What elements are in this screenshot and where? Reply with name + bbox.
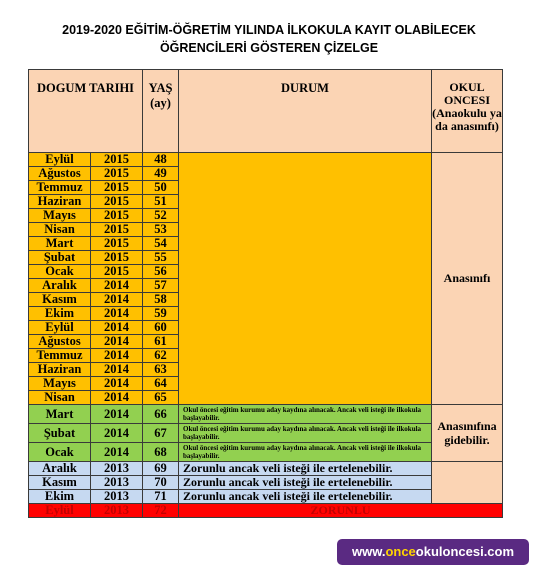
year-cell: 2014: [91, 321, 143, 335]
age-cell: 51: [143, 195, 179, 209]
month-cell: Ağustos: [29, 167, 91, 181]
durum-cell: Okul öncesi eğitim kurumu aday kaydına alınacak. Ancak veli isteği ile ilkokula başlayabilir.: [179, 443, 432, 462]
age-cell: 62: [143, 349, 179, 363]
age-cell: 57: [143, 279, 179, 293]
year-cell: 2015: [91, 167, 143, 181]
age-cell: 61: [143, 335, 179, 349]
durum-cell: Zorunlu ancak veli isteği ile ertelenebilir.: [179, 490, 432, 504]
age-cell: 59: [143, 307, 179, 321]
month-cell: Temmuz: [29, 349, 91, 363]
year-cell: 2013: [91, 490, 143, 504]
durum-cell-empty: [179, 153, 432, 405]
header-okul-oncesi: OKUL ONCESI (Anaokulu ya da anasınıfı): [432, 70, 503, 153]
month-cell: Eylül: [29, 504, 91, 518]
age-cell: 52: [143, 209, 179, 223]
year-cell: 2014: [91, 279, 143, 293]
age-cell: 63: [143, 363, 179, 377]
month-cell: Aralık: [29, 279, 91, 293]
year-cell: 2015: [91, 209, 143, 223]
month-cell: Şubat: [29, 251, 91, 265]
durum-cell: Zorunlu ancak veli isteği ile ertelenebilir.: [179, 462, 432, 476]
year-cell: 2015: [91, 251, 143, 265]
age-cell: 66: [143, 405, 179, 424]
year-cell: 2013: [91, 476, 143, 490]
age-cell: 71: [143, 490, 179, 504]
age-cell: 67: [143, 424, 179, 443]
year-cell: 2014: [91, 377, 143, 391]
durum-cell: Okul öncesi eğitim kurumu aday kaydına alınacak. Ancak veli isteği ile ilkokula başlayabilir.: [179, 424, 432, 443]
year-cell: 2013: [91, 462, 143, 476]
site-watermark: [337, 539, 529, 565]
month-cell: Haziran: [29, 195, 91, 209]
age-cell: 56: [143, 265, 179, 279]
page-title-line1: 2019-2020 EĞİTİM-ÖĞRETİM YILINDA İLKOKULA KAYIT OLABİLECEK: [62, 23, 476, 37]
month-cell: Haziran: [29, 363, 91, 377]
durum-cell: Okul öncesi eğitim kurumu aday kaydına alınacak. Ancak veli isteği ile ilkokula başlayabilir.: [179, 405, 432, 424]
year-cell: 2014: [91, 391, 143, 405]
side-anasinifina: Anasınıfına gidebilir.: [432, 405, 503, 462]
month-cell: Ağustos: [29, 335, 91, 349]
age-cell: 69: [143, 462, 179, 476]
age-cell: 50: [143, 181, 179, 195]
page-title-line2: ÖĞRENCİLERİ GÖSTEREN ÇİZELGE: [159, 41, 379, 55]
header-yas: YAŞ (ay): [143, 70, 179, 153]
month-cell: Kasım: [29, 293, 91, 307]
month-cell: Nisan: [29, 223, 91, 237]
year-cell: 2015: [91, 181, 143, 195]
month-cell: Ekim: [29, 490, 91, 504]
month-cell: Eylül: [29, 153, 91, 167]
year-cell: 2014: [91, 307, 143, 321]
month-cell: Ocak: [29, 443, 91, 462]
month-cell: Mart: [29, 237, 91, 251]
table-row: [29, 476, 503, 490]
year-cell: 2015: [91, 237, 143, 251]
age-cell: 64: [143, 377, 179, 391]
table-row: [29, 490, 503, 504]
month-cell: Temmuz: [29, 181, 91, 195]
year-cell: 2014: [91, 349, 143, 363]
table-row: [29, 153, 503, 167]
durum-cell-zorunlu: ZORUNLU: [179, 504, 503, 518]
watermark-suffix: okuloncesi.com: [415, 544, 515, 559]
durum-cell: Zorunlu ancak veli isteği ile ertelenebilir.: [179, 476, 432, 490]
year-cell: 2014: [91, 363, 143, 377]
header-durum: DURUM: [179, 70, 432, 153]
year-cell: 2015: [91, 265, 143, 279]
year-cell: 2015: [91, 223, 143, 237]
age-cell: 58: [143, 293, 179, 307]
year-cell: 2014: [91, 293, 143, 307]
month-cell: Mayıs: [29, 209, 91, 223]
age-cell: 60: [143, 321, 179, 335]
age-cell: 68: [143, 443, 179, 462]
age-cell: 49: [143, 167, 179, 181]
month-cell: Aralık: [29, 462, 91, 476]
month-cell: Kasım: [29, 476, 91, 490]
table-row: [29, 443, 503, 462]
age-cell: 53: [143, 223, 179, 237]
age-cell: 48: [143, 153, 179, 167]
month-cell: Mayıs: [29, 377, 91, 391]
table-row: [29, 462, 503, 476]
year-cell: 2014: [91, 335, 143, 349]
table-row: [29, 424, 503, 443]
year-cell: 2014: [91, 424, 143, 443]
side-empty-cell: [432, 462, 503, 504]
table-row: [29, 504, 503, 518]
month-cell: Şubat: [29, 424, 91, 443]
year-cell: 2014: [91, 405, 143, 424]
month-cell: Mart: [29, 405, 91, 424]
age-cell: 54: [143, 237, 179, 251]
side-anasinifi: Anasınıfı: [432, 153, 503, 405]
age-cell: 65: [143, 391, 179, 405]
table-row: [29, 405, 503, 424]
watermark-prefix: www.: [351, 544, 386, 559]
watermark-highlight: once: [385, 544, 416, 559]
age-cell: 70: [143, 476, 179, 490]
header-dogum-tarihi: DOGUM TARIHI: [29, 70, 143, 153]
year-cell: 2014: [91, 443, 143, 462]
enrollment-table: [28, 69, 503, 518]
month-cell: Ocak: [29, 265, 91, 279]
year-cell: 2015: [91, 195, 143, 209]
year-cell: 2015: [91, 153, 143, 167]
month-cell: Nisan: [29, 391, 91, 405]
age-cell: 55: [143, 251, 179, 265]
month-cell: Ekim: [29, 307, 91, 321]
month-cell: Eylül: [29, 321, 91, 335]
age-cell: 72: [143, 504, 179, 518]
year-cell: 2013: [91, 504, 143, 518]
